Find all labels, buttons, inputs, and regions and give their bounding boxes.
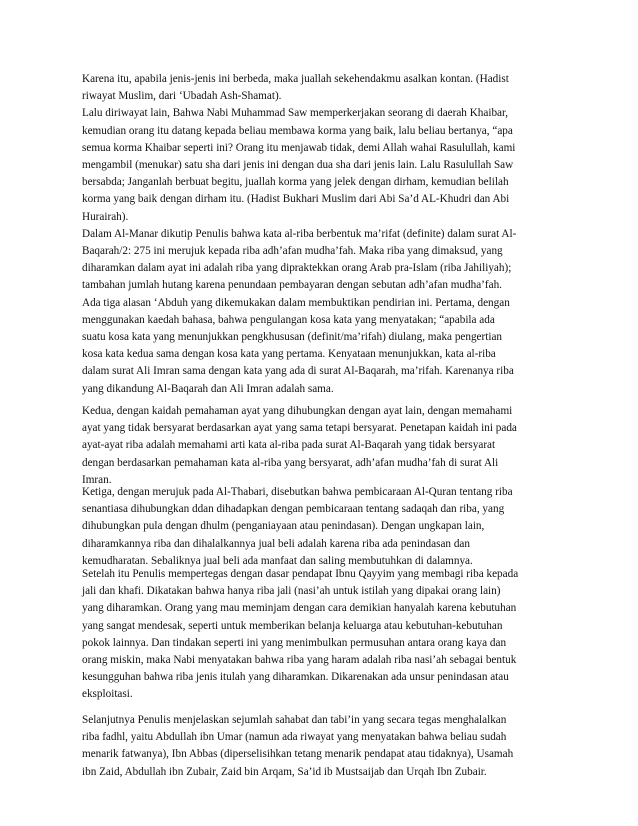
text-line: senantiasa dihubungkan ddan dihadapkan dengan pembicaraan tentang sadaqah dan riba, yang (82, 503, 505, 516)
paragraph-3 (82, 484, 562, 570)
text-line: Ada tiga alasan ‘Abduh yang dikemukakan dalam membuktikan pendirian ini. Pertama, dengan (82, 296, 510, 309)
text-line: riba fadhl, yaitu Abdullah ibn Umar (namun ada riwayat yang menyatakan bahwa beliau sudah (82, 731, 507, 744)
paragraph-2 (82, 403, 562, 489)
text-line: menggunakan kaedah bahasa, bahwa pengulangan kosa kata yang menyatakan; “apabila ada (82, 313, 495, 326)
text-line: jali dan khafi. Dikatakan bahwa hanya riba jali (nasi’ah untuk istilah yang dipakai orang lain) (82, 585, 501, 598)
text-line: tambahan jumlah hutang karena penundaan pembayaran dengan sebutan adh’afan mudha’fah. (82, 279, 502, 292)
text-line: menarik fatwanya), Ibn Abbas (diperselisihkan tetang menarik pendapat atau tidaknya), Usamah (82, 748, 514, 761)
text-line: kosa kata kedua sama dengan kosa kata yang pertama. Kenyataan menunjukkan, kata al-riba (82, 348, 496, 361)
text-line: Imran. (82, 473, 112, 486)
text-line: korma yang baik dengan dirham itu. (Hadist Bukhari Muslim dari Abi Sa’d AL-Khudri dan Abi (82, 193, 510, 206)
text-line: Karena itu, apabila jenis-jenis ini berbeda, maka juallah sekehendakmu asalkan kontan. (Hadist (82, 73, 509, 85)
text-line: mengambil (menukar) satu sha dari jenis ini dengan dua sha dari jenis lain. Lalu Rasulullah Saw (82, 159, 514, 172)
text-line: Lalu diriwayat lain, Bahwa Nabi Muhammad Saw memperkerjakan seorang di daerah Khaibar, (82, 107, 509, 120)
paragraph-1 (82, 71, 562, 398)
text-line: Selanjutnya Penulis menjelaskan sejumlah sahabat dan tabi’in yang secara tegas menghalalkan (82, 714, 507, 726)
text-line: semua korma Khaibar seperti ini? Orang itu menjawab tidak, demi Allah wahai Rasulullah, kami (82, 141, 516, 154)
text-line: dalam surat Ali Imran sama dengan kata yang ada di surat Al-Baqarah, ma’rifah. Karenanya riba (82, 365, 514, 378)
text-line: kesungguhan bahwa riba jenis itulah yang diharamkan. Dikarenakan ada unsur penindasan atau (82, 671, 509, 684)
text-line: ayat yang tidak bersyarat berdasarkan ayat yang sama tetapi bersyarat. Penetapan kaidah ini pada (82, 422, 517, 435)
text-line: ayat-ayat riba adalah memahami arti kata al-riba pada surat Al-Baqarah yang tidak bersyarat (82, 439, 496, 452)
text-line: dihubungkan pula dengan dhulm (penganiayaan atau penindasan). Dengan ungkapan lain, (82, 520, 485, 533)
text-line: diharamkannya riba dan dihalalkannya jual beli adalah karena riba ada penindasan dan (82, 537, 470, 550)
text-line: pokok lainnya. Dan tindakan seperti ini yang menimbulkan permusuhan antara orang kaya dan (82, 636, 507, 649)
text-line: diharamkan dalam ayat ini adalah riba yang dipraktekkan orang Arab pra-Islam (riba Jahiliyah); (82, 262, 512, 275)
text-line: dengan berdasarkan pemahaman kata al-riba yang bersyarat, adh’afan mudha’fah di surat Ali (82, 456, 499, 469)
text-line: riwayat Muslim, dari ‘Ubadah Ash-Shamat). (82, 90, 282, 103)
text-line: yang diharamkan. Orang yang mau meminjam dengan cara demikian hanyalah karena kebutuhan (82, 602, 517, 615)
text-line: bersabda; Janganlah berbuat begitu, juallah korma yang jelek dengan dirham, kemudian belilah (82, 176, 509, 189)
text-line: Baqarah/2: 275 ini merujuk kepada riba adh’afan mudha’fah. Maka riba yang dimaksud, yang (82, 245, 503, 258)
text-line: ibn Zaid, Abdullah ibn Zubair, Zaid bin Arqam, Sa’id ib Mustsaijab dan Urqah Ibn Zubair. (82, 765, 487, 778)
text-line: yang dikandung Al-Baqarah dan Ali Imran adalah sama. (82, 382, 334, 395)
text-line: eksploitasi. (82, 688, 133, 701)
text-line: Ketiga, dengan merujuk pada Al-Thabari, disebutkan bahwa pembicaraan Al-Quran tentang riba (82, 486, 513, 498)
text-line: Hurairah). (82, 210, 129, 223)
text-line: kemudharatan. Sebaliknya jual beli ada manfaat dan saling membutuhkan di dalamnya. (82, 554, 473, 567)
text-line: kemudian orang itu datang kepada beliau membawa korma yang baik, lalu beliau bertanya, “apa (82, 124, 513, 137)
text-line: orang miskin, maka Nabi menyatakan bahwa riba yang haram adalah riba nasi’ah sebagai bentuk (82, 654, 517, 667)
text-line: yang sangat mendesak, seperti untuk memberikan belanja keluarga atau kebutuhan-kebutuhan (82, 619, 503, 632)
paragraph-5 (82, 712, 562, 781)
text-line: Dalam Al-Manar dikutip Penulis bahwa kata al-riba berbentuk ma’rifat (definite) dalam surat Al- (82, 227, 517, 240)
text-line: Kedua, dengan kaidah pemahaman ayat yang dihubungkan dengan ayat lain, dengan memahami (82, 405, 513, 417)
text-line: Setelah itu Penulis mempertegas dengan dasar pendapat Ibnu Qayyim yang membagi riba kepada (82, 568, 519, 580)
text-line: suatu kosa kata yang menunjukkan pengkhususan (definit/ma’rifah) diulang, maka pengertian (82, 331, 503, 344)
paragraph-4 (82, 566, 562, 704)
